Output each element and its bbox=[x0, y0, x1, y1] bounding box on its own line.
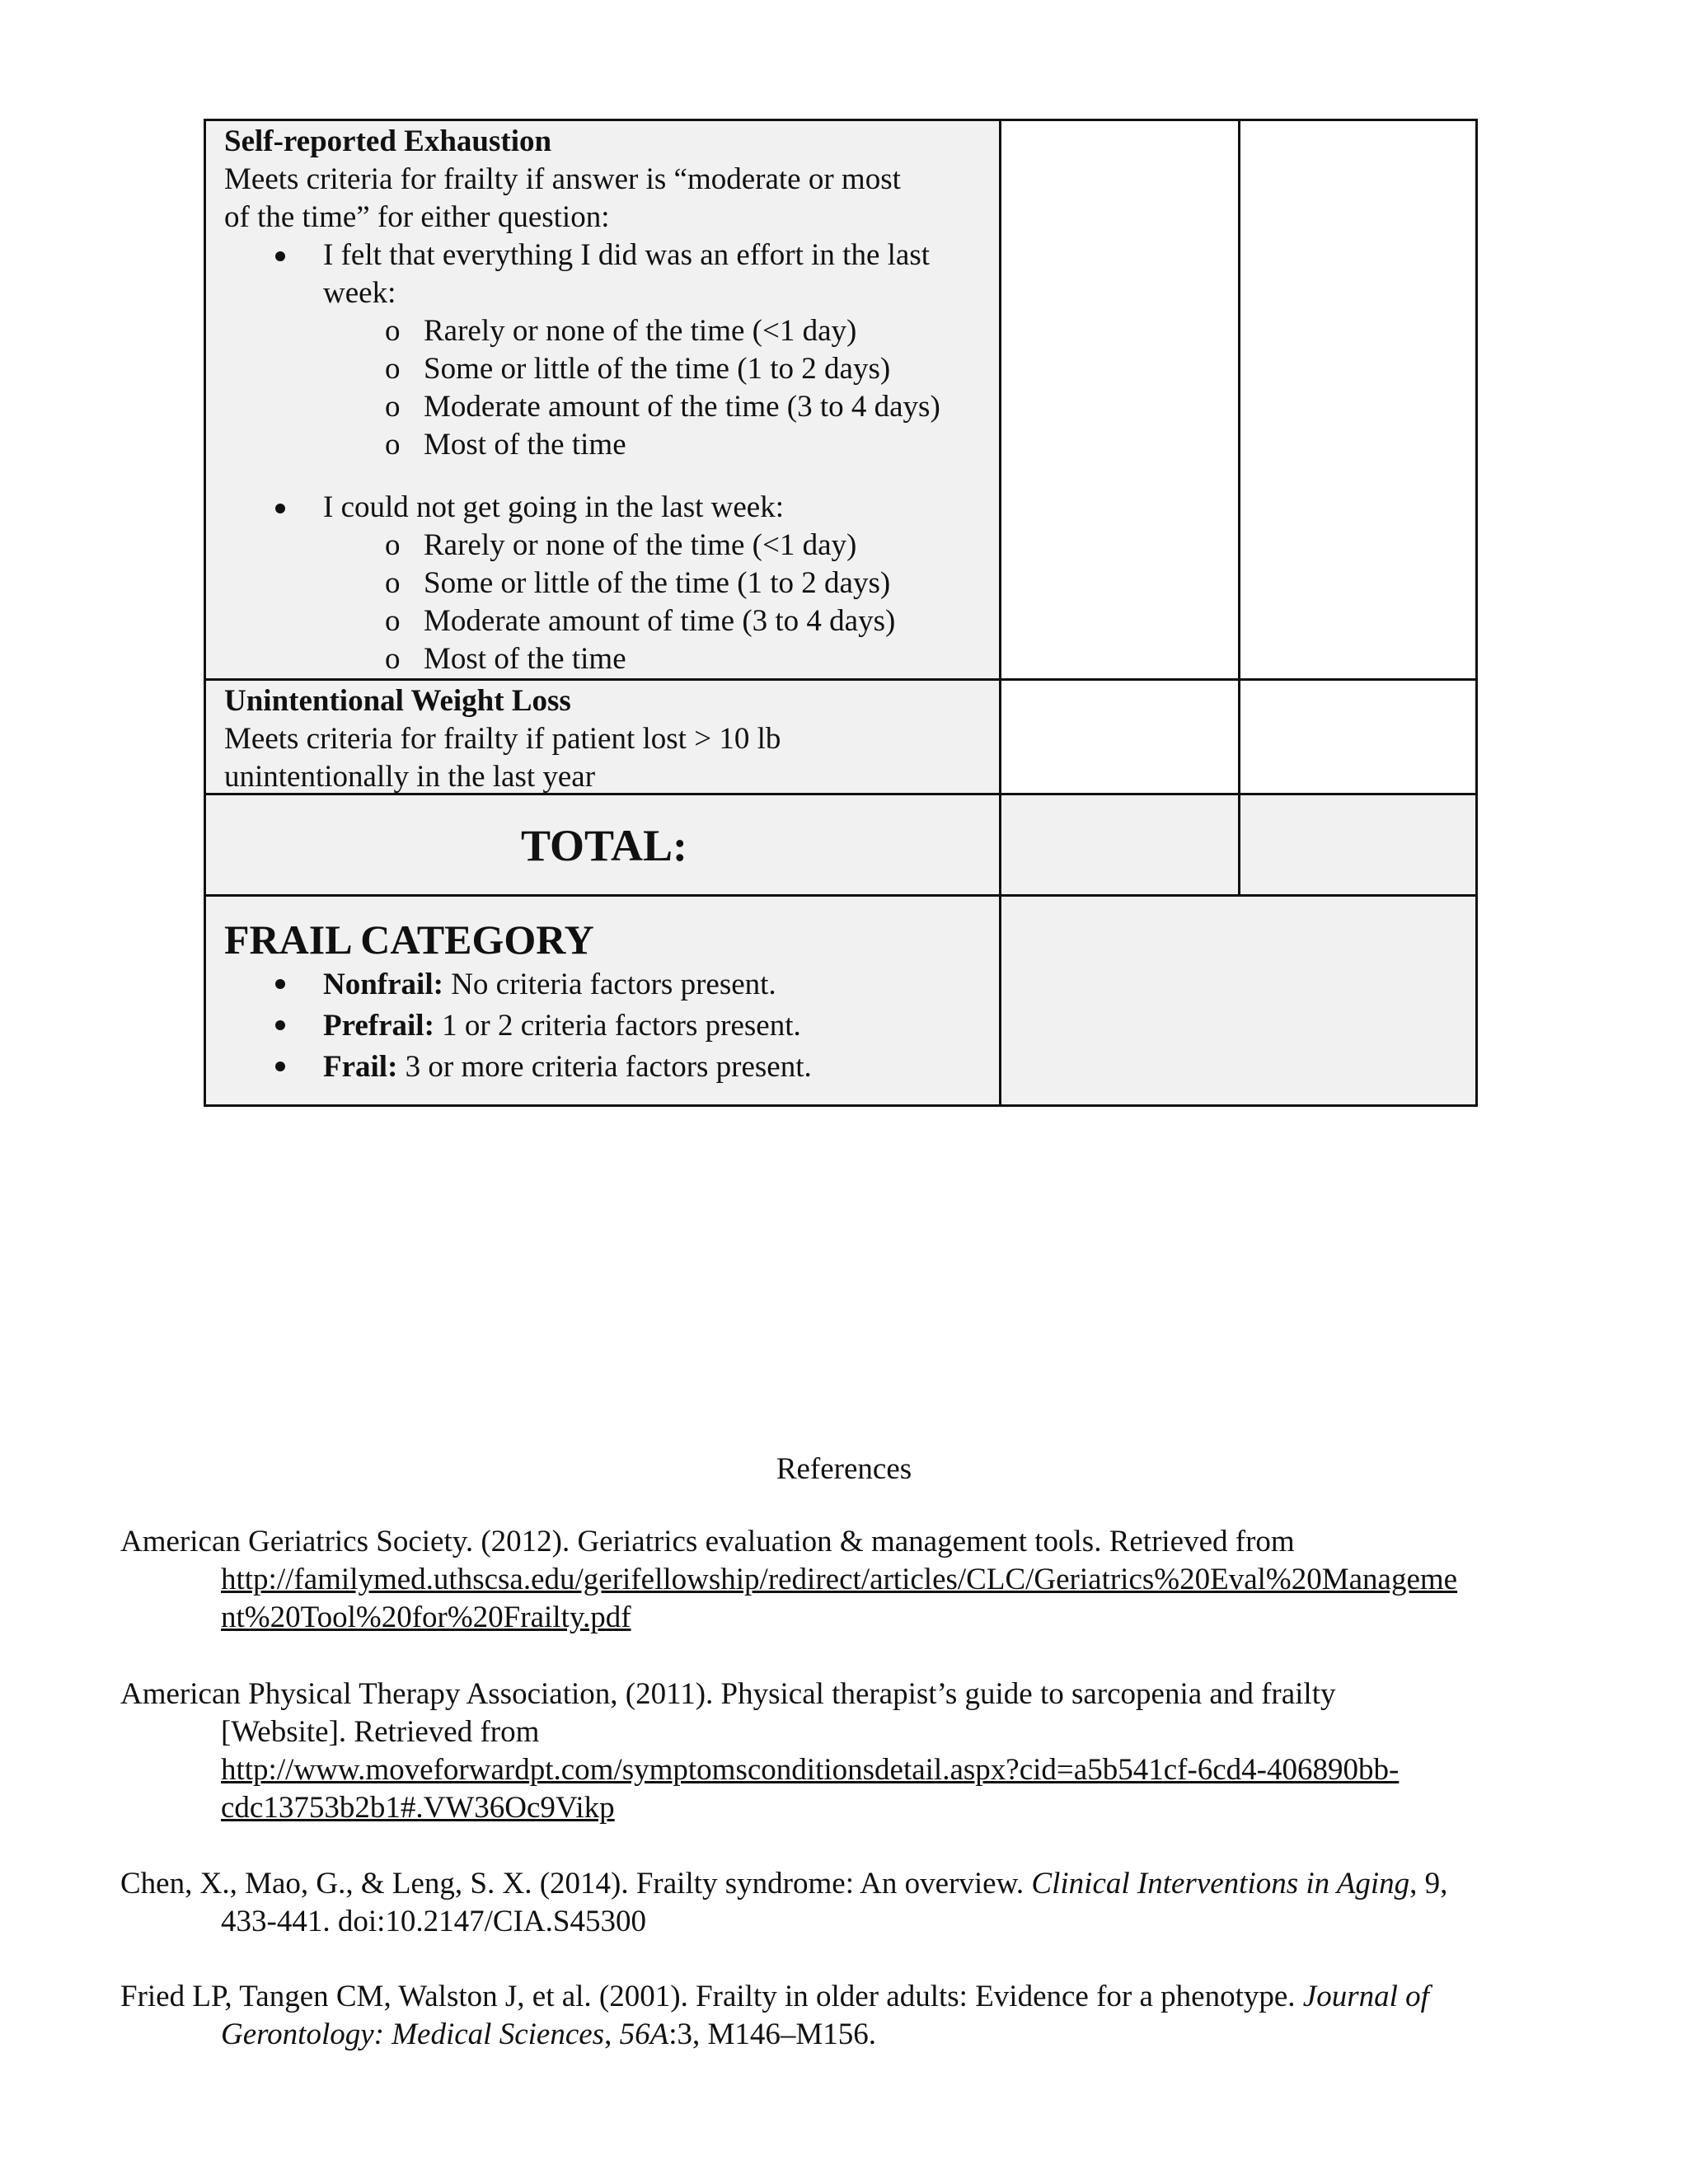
weight-loss-row bbox=[204, 681, 1478, 795]
option-marker: o bbox=[385, 642, 401, 676]
option-marker: o bbox=[385, 314, 401, 348]
exhaustion-score-cell-1[interactable] bbox=[1001, 121, 1240, 678]
frailty-assessment-table bbox=[204, 119, 1478, 1107]
references-heading: References bbox=[776, 1452, 912, 1486]
exhaustion-criteria-cell bbox=[206, 121, 1001, 678]
weight-loss-score-cell-1[interactable] bbox=[1001, 681, 1240, 793]
bullet-icon bbox=[275, 504, 285, 513]
weight-loss-title: Unintentional Weight Loss bbox=[224, 684, 571, 718]
bullet-icon bbox=[275, 251, 285, 261]
reference-1: American Geriatrics Society. (2012). Geriatrics evaluation & management tools. Retrieved from http://familymed.uthscsa.edu/gerifellowship/redirect/articles/CLC/Geriatrics%20Eval%20Manageme nt%20Tool%20for%20Frailty.pdf bbox=[120, 1523, 1571, 1637]
reference-1-link-cont[interactable]: nt%20Tool%20for%20Frailty.pdf bbox=[221, 1601, 631, 1634]
exhaustion-desc-line2: of the time” for either question: bbox=[224, 200, 610, 234]
reference-2: American Physical Therapy Association, (2011). Physical therapist’s guide to sarcopenia and frailty [Website]. Retrieved from http://www.moveforwardpt.com/symptomsconditionsdetail.aspx?cid=a5b541cf-6cd4-406890bb- cdc13753b2b1#.VW36Oc9Vikp bbox=[120, 1675, 1571, 1827]
frail-category-item: Nonfrail: No criteria factors present. bbox=[224, 964, 984, 1005]
q1-option: o Moderate amount of the time (3 to 4 days) bbox=[224, 388, 984, 426]
reference-1-link[interactable]: http://familymed.uthscsa.edu/gerifellowship/redirect/articles/CLC/Geriatrics%20Eval%20Manageme bbox=[221, 1563, 1458, 1596]
exhaustion-question-2: I could not get going in the last week: bbox=[224, 489, 984, 527]
frail-category-item: Frail: 3 or more criteria factors present. bbox=[224, 1047, 984, 1088]
q2-option: o Rarely or none of the time (<1 day) bbox=[224, 527, 984, 565]
q2-option: o Some or little of the time (1 to 2 days) bbox=[224, 565, 984, 602]
option-marker: o bbox=[385, 352, 401, 386]
q1-option: o Most of the time bbox=[224, 426, 984, 464]
q1-option: o Some or little of the time (1 to 2 days) bbox=[224, 350, 984, 388]
frail-category-result-cell[interactable] bbox=[1001, 897, 1475, 1104]
frail-category-row bbox=[204, 897, 1478, 1107]
weight-loss-desc-line1: Meets criteria for frailty if patient lost > 10 lb bbox=[224, 722, 781, 756]
option-marker: o bbox=[385, 390, 401, 424]
total-score-cell-1[interactable] bbox=[1001, 795, 1240, 894]
q2-option: o Most of the time bbox=[224, 640, 984, 678]
q1-option: o Rarely or none of the time (<1 day) bbox=[224, 312, 984, 350]
frail-category-cell bbox=[206, 897, 1001, 1104]
weight-loss-desc-line2: unintentionally in the last year bbox=[224, 760, 596, 794]
total-label-cell bbox=[206, 795, 1001, 894]
bullet-icon bbox=[275, 1062, 285, 1071]
weight-loss-criteria-cell bbox=[206, 681, 1001, 793]
bullet-icon bbox=[275, 979, 285, 989]
exhaustion-title: Self-reported Exhaustion bbox=[224, 124, 552, 158]
option-marker: o bbox=[385, 604, 401, 638]
reference-2-link-cont[interactable]: cdc13753b2b1#.VW36Oc9Vikp bbox=[221, 1791, 615, 1825]
exhaustion-desc-line1: Meets criteria for frailty if answer is “moderate or most bbox=[224, 162, 901, 196]
exhaustion-question-1: I felt that everything I did was an effort in the last bbox=[224, 237, 984, 274]
reference-3: Chen, X., Mao, G., & Leng, S. X. (2014). Frailty syndrome: An overview. Clinical Interventions in Aging, 9, 433-441. doi:10.2147/CIA.S45300 bbox=[120, 1867, 1448, 1938]
exhaustion-row bbox=[204, 119, 1478, 681]
frail-category-title: FRAIL CATEGORY bbox=[224, 916, 594, 963]
exhaustion-score-cell-2[interactable] bbox=[1240, 121, 1475, 678]
q2-option: o Moderate amount of time (3 to 4 days) bbox=[224, 602, 984, 640]
frail-category-item: Prefrail: 1 or 2 criteria factors present. bbox=[224, 1005, 984, 1047]
total-label: TOTAL: bbox=[520, 821, 688, 870]
bullet-icon bbox=[275, 1020, 285, 1030]
reference-2-link[interactable]: http://www.moveforwardpt.com/symptomsconditionsdetail.aspx?cid=a5b541cf-6cd4-406890bb- bbox=[221, 1753, 1400, 1787]
exhaustion-question-1-cont: week: bbox=[323, 276, 396, 310]
total-row bbox=[204, 795, 1478, 897]
reference-4: Fried LP, Tangen CM, Walston J, et al. (2001). Frailty in older adults: Evidence for a phenotype. Journal of Gerontology: Medical Sciences, 56A:3, M146–M156. bbox=[120, 1980, 1429, 2051]
option-marker: o bbox=[385, 528, 401, 562]
option-marker: o bbox=[385, 428, 401, 462]
total-score-cell-2[interactable] bbox=[1240, 795, 1475, 894]
option-marker: o bbox=[385, 566, 401, 600]
weight-loss-score-cell-2[interactable] bbox=[1240, 681, 1475, 793]
